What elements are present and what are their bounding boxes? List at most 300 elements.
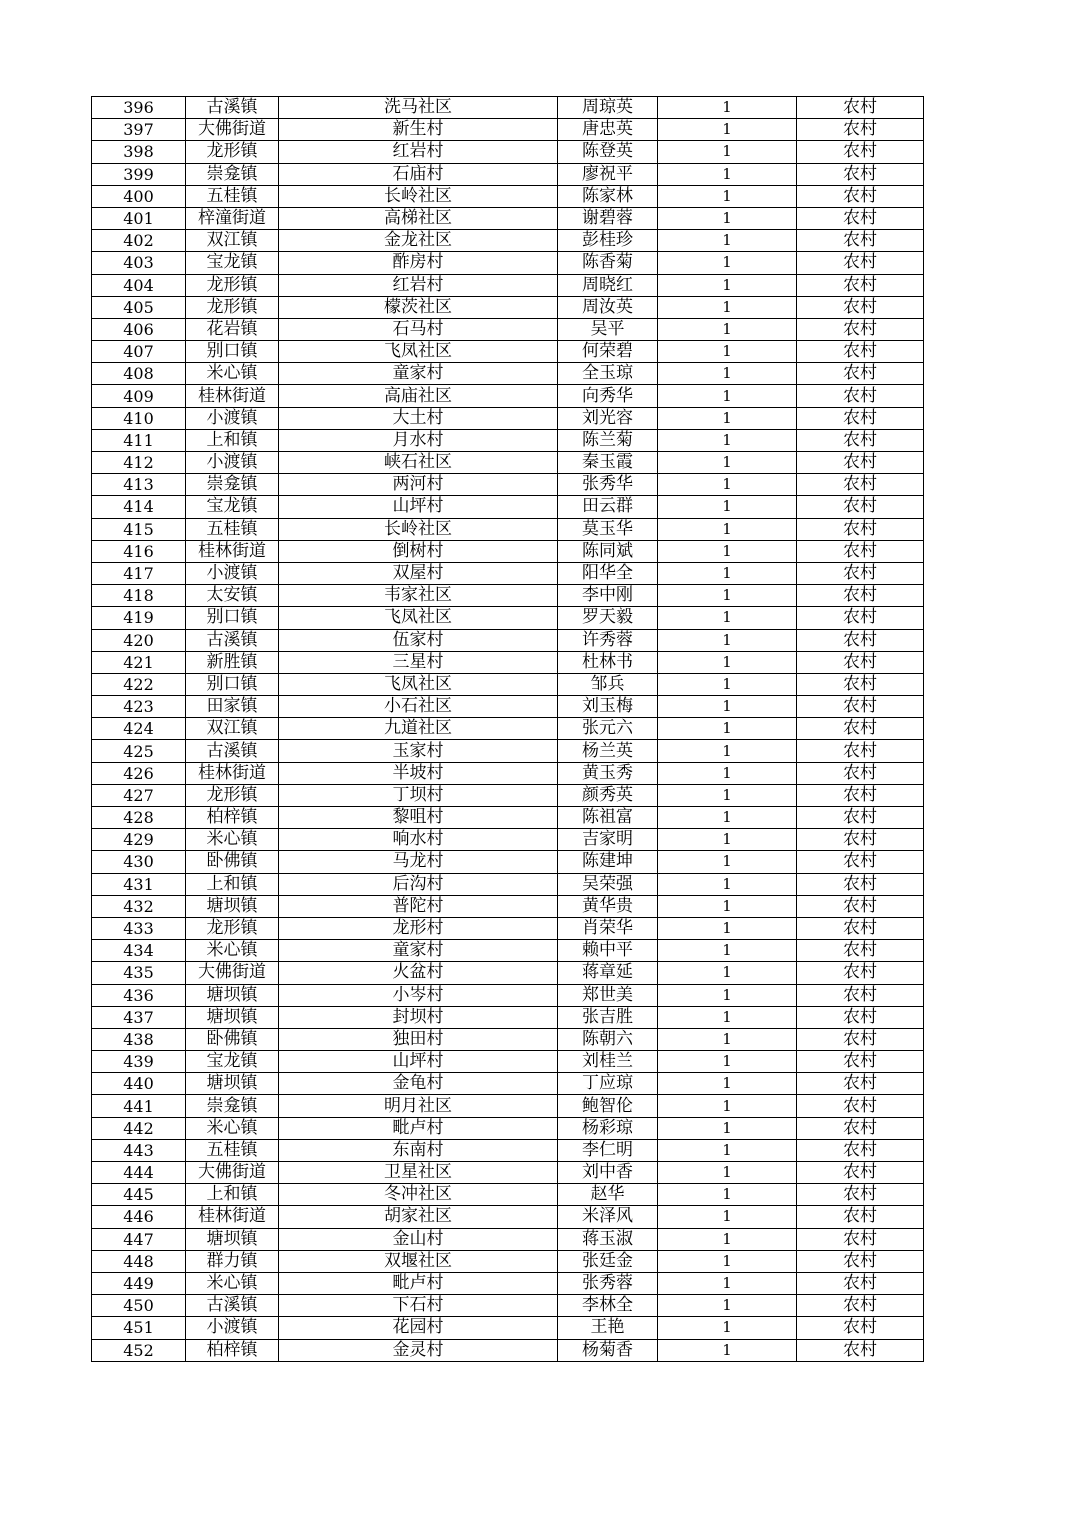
cell-town: 小渡镇 [186, 1317, 279, 1339]
cell-count: 1 [658, 518, 797, 540]
cell-type: 农村 [797, 1295, 924, 1317]
cell-village: 火盆村 [279, 962, 558, 984]
records-table [91, 96, 924, 1362]
cell-count: 1 [658, 407, 797, 429]
cell-town: 大佛街道 [186, 962, 279, 984]
cell-person-name: 彭桂珍 [558, 230, 658, 252]
cell-type: 农村 [797, 629, 924, 651]
table-row [92, 1028, 924, 1050]
cell-count: 1 [658, 1339, 797, 1361]
cell-village: 红岩村 [279, 274, 558, 296]
cell-town: 米心镇 [186, 829, 279, 851]
cell-type: 农村 [797, 962, 924, 984]
cell-count: 1 [658, 496, 797, 518]
cell-person-name: 刘光容 [558, 407, 658, 429]
cell-type: 农村 [797, 318, 924, 340]
table-row [92, 540, 924, 562]
cell-count: 1 [658, 1073, 797, 1095]
cell-village: 胡家社区 [279, 1206, 558, 1228]
cell-village: 飞凤社区 [279, 673, 558, 695]
cell-town: 宝龙镇 [186, 252, 279, 274]
cell-town: 别口镇 [186, 341, 279, 363]
table-row [92, 718, 924, 740]
cell-type: 农村 [797, 540, 924, 562]
table-row [92, 119, 924, 141]
cell-town: 龙形镇 [186, 274, 279, 296]
cell-index: 416 [92, 540, 186, 562]
cell-person-name: 吴平 [558, 318, 658, 340]
cell-count: 1 [658, 718, 797, 740]
cell-index: 437 [92, 1006, 186, 1028]
cell-index: 446 [92, 1206, 186, 1228]
table-row [92, 252, 924, 274]
cell-village: 后沟村 [279, 873, 558, 895]
cell-person-name: 刘玉梅 [558, 696, 658, 718]
cell-village: 倒树村 [279, 540, 558, 562]
cell-count: 1 [658, 1162, 797, 1184]
cell-index: 429 [92, 829, 186, 851]
table-row [92, 1073, 924, 1095]
cell-village: 双堰社区 [279, 1250, 558, 1272]
cell-count: 1 [658, 673, 797, 695]
cell-type: 农村 [797, 673, 924, 695]
cell-type: 农村 [797, 651, 924, 673]
table-row [92, 917, 924, 939]
cell-person-name: 阳华全 [558, 562, 658, 584]
cell-town: 塘坝镇 [186, 1073, 279, 1095]
cell-type: 农村 [797, 296, 924, 318]
cell-person-name: 张元六 [558, 718, 658, 740]
cell-person-name: 赖中平 [558, 940, 658, 962]
cell-count: 1 [658, 962, 797, 984]
cell-town: 双江镇 [186, 718, 279, 740]
cell-person-name: 张吉胜 [558, 1006, 658, 1028]
cell-village: 山坪村 [279, 496, 558, 518]
cell-count: 1 [658, 1250, 797, 1272]
cell-person-name: 田云群 [558, 496, 658, 518]
cell-town: 塘坝镇 [186, 1228, 279, 1250]
cell-village: 小石社区 [279, 696, 558, 718]
cell-person-name: 米泽风 [558, 1206, 658, 1228]
table-row [92, 1228, 924, 1250]
cell-index: 397 [92, 119, 186, 141]
cell-index: 412 [92, 452, 186, 474]
cell-village: 新生村 [279, 119, 558, 141]
cell-person-name: 邹兵 [558, 673, 658, 695]
cell-index: 410 [92, 407, 186, 429]
cell-count: 1 [658, 917, 797, 939]
cell-town: 卧佛镇 [186, 1028, 279, 1050]
cell-village: 月水村 [279, 429, 558, 451]
cell-type: 农村 [797, 940, 924, 962]
table-row [92, 207, 924, 229]
table-row [92, 940, 924, 962]
cell-count: 1 [658, 851, 797, 873]
cell-village: 明月社区 [279, 1095, 558, 1117]
cell-person-name: 李林全 [558, 1295, 658, 1317]
cell-index: 434 [92, 940, 186, 962]
cell-village: 双屋村 [279, 562, 558, 584]
cell-count: 1 [658, 185, 797, 207]
table-row [92, 474, 924, 496]
cell-town: 宝龙镇 [186, 1051, 279, 1073]
cell-town: 古溪镇 [186, 629, 279, 651]
cell-village: 酢房村 [279, 252, 558, 274]
cell-person-name: 郑世美 [558, 984, 658, 1006]
cell-type: 农村 [797, 585, 924, 607]
cell-person-name: 陈家林 [558, 185, 658, 207]
table-row [92, 407, 924, 429]
cell-index: 452 [92, 1339, 186, 1361]
cell-person-name: 莫玉华 [558, 518, 658, 540]
table-row [92, 673, 924, 695]
cell-person-name: 王艳 [558, 1317, 658, 1339]
cell-index: 424 [92, 718, 186, 740]
table-row [92, 1095, 924, 1117]
cell-town: 上和镇 [186, 429, 279, 451]
cell-type: 农村 [797, 984, 924, 1006]
cell-index: 444 [92, 1162, 186, 1184]
cell-village: 檬茨社区 [279, 296, 558, 318]
cell-index: 396 [92, 97, 186, 119]
cell-town: 小渡镇 [186, 407, 279, 429]
cell-index: 449 [92, 1272, 186, 1294]
table-row [92, 163, 924, 185]
cell-type: 农村 [797, 274, 924, 296]
cell-index: 432 [92, 895, 186, 917]
cell-town: 别口镇 [186, 673, 279, 695]
cell-count: 1 [658, 540, 797, 562]
cell-village: 两河村 [279, 474, 558, 496]
cell-town: 米心镇 [186, 1117, 279, 1139]
cell-village: 小岑村 [279, 984, 558, 1006]
table-row [92, 1272, 924, 1294]
cell-type: 农村 [797, 1117, 924, 1139]
cell-type: 农村 [797, 207, 924, 229]
cell-town: 太安镇 [186, 585, 279, 607]
cell-village: 峡石社区 [279, 452, 558, 474]
cell-person-name: 刘桂兰 [558, 1051, 658, 1073]
cell-person-name: 黄华贵 [558, 895, 658, 917]
cell-town: 龙形镇 [186, 784, 279, 806]
table-row [92, 1339, 924, 1361]
cell-index: 445 [92, 1184, 186, 1206]
cell-count: 1 [658, 895, 797, 917]
cell-count: 1 [658, 1139, 797, 1161]
cell-index: 426 [92, 762, 186, 784]
cell-type: 农村 [797, 1051, 924, 1073]
cell-index: 421 [92, 651, 186, 673]
table-row [92, 1117, 924, 1139]
table-row [92, 629, 924, 651]
cell-type: 农村 [797, 141, 924, 163]
cell-index: 401 [92, 207, 186, 229]
cell-index: 450 [92, 1295, 186, 1317]
cell-town: 小渡镇 [186, 452, 279, 474]
table-row [92, 141, 924, 163]
cell-village: 马龙村 [279, 851, 558, 873]
table-row [92, 185, 924, 207]
table-row [92, 1317, 924, 1339]
cell-type: 农村 [797, 873, 924, 895]
cell-count: 1 [658, 141, 797, 163]
cell-count: 1 [658, 740, 797, 762]
cell-index: 400 [92, 185, 186, 207]
cell-person-name: 张秀蓉 [558, 1272, 658, 1294]
cell-village: 玉家村 [279, 740, 558, 762]
cell-count: 1 [658, 562, 797, 584]
cell-town: 崇龛镇 [186, 163, 279, 185]
cell-type: 农村 [797, 518, 924, 540]
cell-person-name: 陈建坤 [558, 851, 658, 873]
table-row [92, 1206, 924, 1228]
cell-town: 桂林街道 [186, 385, 279, 407]
cell-type: 农村 [797, 784, 924, 806]
table-row [92, 1139, 924, 1161]
cell-index: 439 [92, 1051, 186, 1073]
cell-count: 1 [658, 829, 797, 851]
cell-index: 414 [92, 496, 186, 518]
cell-index: 415 [92, 518, 186, 540]
cell-type: 农村 [797, 562, 924, 584]
cell-count: 1 [658, 629, 797, 651]
cell-village: 长岭社区 [279, 185, 558, 207]
cell-index: 403 [92, 252, 186, 274]
cell-type: 农村 [797, 1184, 924, 1206]
cell-type: 农村 [797, 385, 924, 407]
cell-town: 柏梓镇 [186, 807, 279, 829]
cell-type: 农村 [797, 718, 924, 740]
cell-count: 1 [658, 1095, 797, 1117]
cell-index: 420 [92, 629, 186, 651]
cell-count: 1 [658, 940, 797, 962]
cell-village: 洗马社区 [279, 97, 558, 119]
cell-type: 农村 [797, 407, 924, 429]
table-row [92, 385, 924, 407]
cell-type: 农村 [797, 607, 924, 629]
table-row [92, 585, 924, 607]
table-row [92, 341, 924, 363]
cell-count: 1 [658, 1317, 797, 1339]
cell-town: 五桂镇 [186, 1139, 279, 1161]
cell-town: 塘坝镇 [186, 895, 279, 917]
cell-count: 1 [658, 1206, 797, 1228]
table-row [92, 784, 924, 806]
cell-index: 436 [92, 984, 186, 1006]
cell-type: 农村 [797, 363, 924, 385]
cell-type: 农村 [797, 1317, 924, 1339]
cell-village: 童家村 [279, 940, 558, 962]
cell-town: 塘坝镇 [186, 984, 279, 1006]
cell-village: 高梯社区 [279, 207, 558, 229]
cell-type: 农村 [797, 1228, 924, 1250]
cell-village: 金山村 [279, 1228, 558, 1250]
cell-village: 伍家村 [279, 629, 558, 651]
cell-village: 九道社区 [279, 718, 558, 740]
cell-village: 半坡村 [279, 762, 558, 784]
cell-count: 1 [658, 1184, 797, 1206]
cell-count: 1 [658, 1051, 797, 1073]
cell-count: 1 [658, 97, 797, 119]
cell-village: 长岭社区 [279, 518, 558, 540]
cell-type: 农村 [797, 341, 924, 363]
cell-index: 411 [92, 429, 186, 451]
table-row [92, 873, 924, 895]
cell-town: 崇龛镇 [186, 474, 279, 496]
cell-person-name: 杨彩琼 [558, 1117, 658, 1139]
cell-village: 红岩村 [279, 141, 558, 163]
cell-count: 1 [658, 385, 797, 407]
cell-type: 农村 [797, 452, 924, 474]
cell-town: 米心镇 [186, 940, 279, 962]
cell-town: 大佛街道 [186, 119, 279, 141]
cell-village: 花园村 [279, 1317, 558, 1339]
cell-index: 419 [92, 607, 186, 629]
cell-town: 桂林街道 [186, 540, 279, 562]
cell-type: 农村 [797, 917, 924, 939]
table-row [92, 274, 924, 296]
cell-village: 金灵村 [279, 1339, 558, 1361]
cell-town: 宝龙镇 [186, 496, 279, 518]
cell-person-name: 吉家明 [558, 829, 658, 851]
table-row [92, 518, 924, 540]
cell-person-name: 陈同斌 [558, 540, 658, 562]
cell-type: 农村 [797, 762, 924, 784]
cell-town: 小渡镇 [186, 562, 279, 584]
cell-person-name: 张秀华 [558, 474, 658, 496]
cell-person-name: 杨兰英 [558, 740, 658, 762]
cell-town: 新胜镇 [186, 651, 279, 673]
cell-person-name: 颜秀英 [558, 784, 658, 806]
cell-count: 1 [658, 651, 797, 673]
cell-type: 农村 [797, 185, 924, 207]
cell-person-name: 廖祝平 [558, 163, 658, 185]
cell-village: 三星村 [279, 651, 558, 673]
cell-type: 农村 [797, 230, 924, 252]
cell-count: 1 [658, 429, 797, 451]
table-row [92, 1006, 924, 1028]
table-row [92, 607, 924, 629]
cell-count: 1 [658, 1272, 797, 1294]
cell-person-name: 向秀华 [558, 385, 658, 407]
cell-count: 1 [658, 341, 797, 363]
table-row [92, 696, 924, 718]
cell-person-name: 黄玉秀 [558, 762, 658, 784]
cell-village: 飞凤社区 [279, 341, 558, 363]
cell-index: 448 [92, 1250, 186, 1272]
cell-person-name: 陈香菊 [558, 252, 658, 274]
cell-count: 1 [658, 230, 797, 252]
table-row [92, 452, 924, 474]
cell-type: 农村 [797, 1028, 924, 1050]
cell-type: 农村 [797, 851, 924, 873]
cell-town: 花岩镇 [186, 318, 279, 340]
cell-person-name: 杨菊香 [558, 1339, 658, 1361]
cell-count: 1 [658, 873, 797, 895]
cell-type: 农村 [797, 696, 924, 718]
table-row [92, 895, 924, 917]
records-body [92, 97, 924, 1362]
cell-village: 丁坝村 [279, 784, 558, 806]
cell-index: 398 [92, 141, 186, 163]
table-row [92, 296, 924, 318]
cell-person-name: 张廷金 [558, 1250, 658, 1272]
cell-count: 1 [658, 252, 797, 274]
cell-count: 1 [658, 274, 797, 296]
cell-type: 农村 [797, 119, 924, 141]
cell-index: 408 [92, 363, 186, 385]
cell-index: 402 [92, 230, 186, 252]
table-row [92, 97, 924, 119]
cell-count: 1 [658, 1228, 797, 1250]
cell-count: 1 [658, 1006, 797, 1028]
cell-index: 422 [92, 673, 186, 695]
cell-index: 451 [92, 1317, 186, 1339]
cell-count: 1 [658, 585, 797, 607]
cell-type: 农村 [797, 1272, 924, 1294]
cell-count: 1 [658, 318, 797, 340]
cell-village: 毗卢村 [279, 1272, 558, 1294]
cell-village: 黎咀村 [279, 807, 558, 829]
cell-count: 1 [658, 474, 797, 496]
table-row [92, 429, 924, 451]
cell-village: 下石村 [279, 1295, 558, 1317]
cell-type: 农村 [797, 807, 924, 829]
cell-village: 东南村 [279, 1139, 558, 1161]
cell-index: 404 [92, 274, 186, 296]
cell-index: 438 [92, 1028, 186, 1050]
cell-village: 响水村 [279, 829, 558, 851]
cell-type: 农村 [797, 895, 924, 917]
cell-index: 427 [92, 784, 186, 806]
cell-person-name: 周晓红 [558, 274, 658, 296]
cell-village: 高庙社区 [279, 385, 558, 407]
cell-town: 上和镇 [186, 1184, 279, 1206]
cell-count: 1 [658, 296, 797, 318]
cell-count: 1 [658, 984, 797, 1006]
cell-person-name: 陈朝六 [558, 1028, 658, 1050]
cell-index: 425 [92, 740, 186, 762]
cell-count: 1 [658, 119, 797, 141]
cell-index: 440 [92, 1073, 186, 1095]
cell-person-name: 周琼英 [558, 97, 658, 119]
cell-count: 1 [658, 762, 797, 784]
cell-village: 普陀村 [279, 895, 558, 917]
cell-person-name: 蒋章延 [558, 962, 658, 984]
cell-town: 桂林街道 [186, 1206, 279, 1228]
cell-town: 米心镇 [186, 363, 279, 385]
cell-town: 桂林街道 [186, 762, 279, 784]
cell-village: 卫星社区 [279, 1162, 558, 1184]
table-row [92, 496, 924, 518]
cell-village: 童家村 [279, 363, 558, 385]
cell-village: 龙形村 [279, 917, 558, 939]
cell-person-name: 赵华 [558, 1184, 658, 1206]
cell-type: 农村 [797, 1339, 924, 1361]
table-row [92, 740, 924, 762]
cell-person-name: 鲍智伦 [558, 1095, 658, 1117]
cell-index: 441 [92, 1095, 186, 1117]
cell-index: 431 [92, 873, 186, 895]
cell-count: 1 [658, 1028, 797, 1050]
cell-index: 417 [92, 562, 186, 584]
cell-village: 石庙村 [279, 163, 558, 185]
cell-index: 407 [92, 341, 186, 363]
cell-town: 梓潼街道 [186, 207, 279, 229]
cell-village: 大土村 [279, 407, 558, 429]
table-row [92, 984, 924, 1006]
table-row [92, 562, 924, 584]
